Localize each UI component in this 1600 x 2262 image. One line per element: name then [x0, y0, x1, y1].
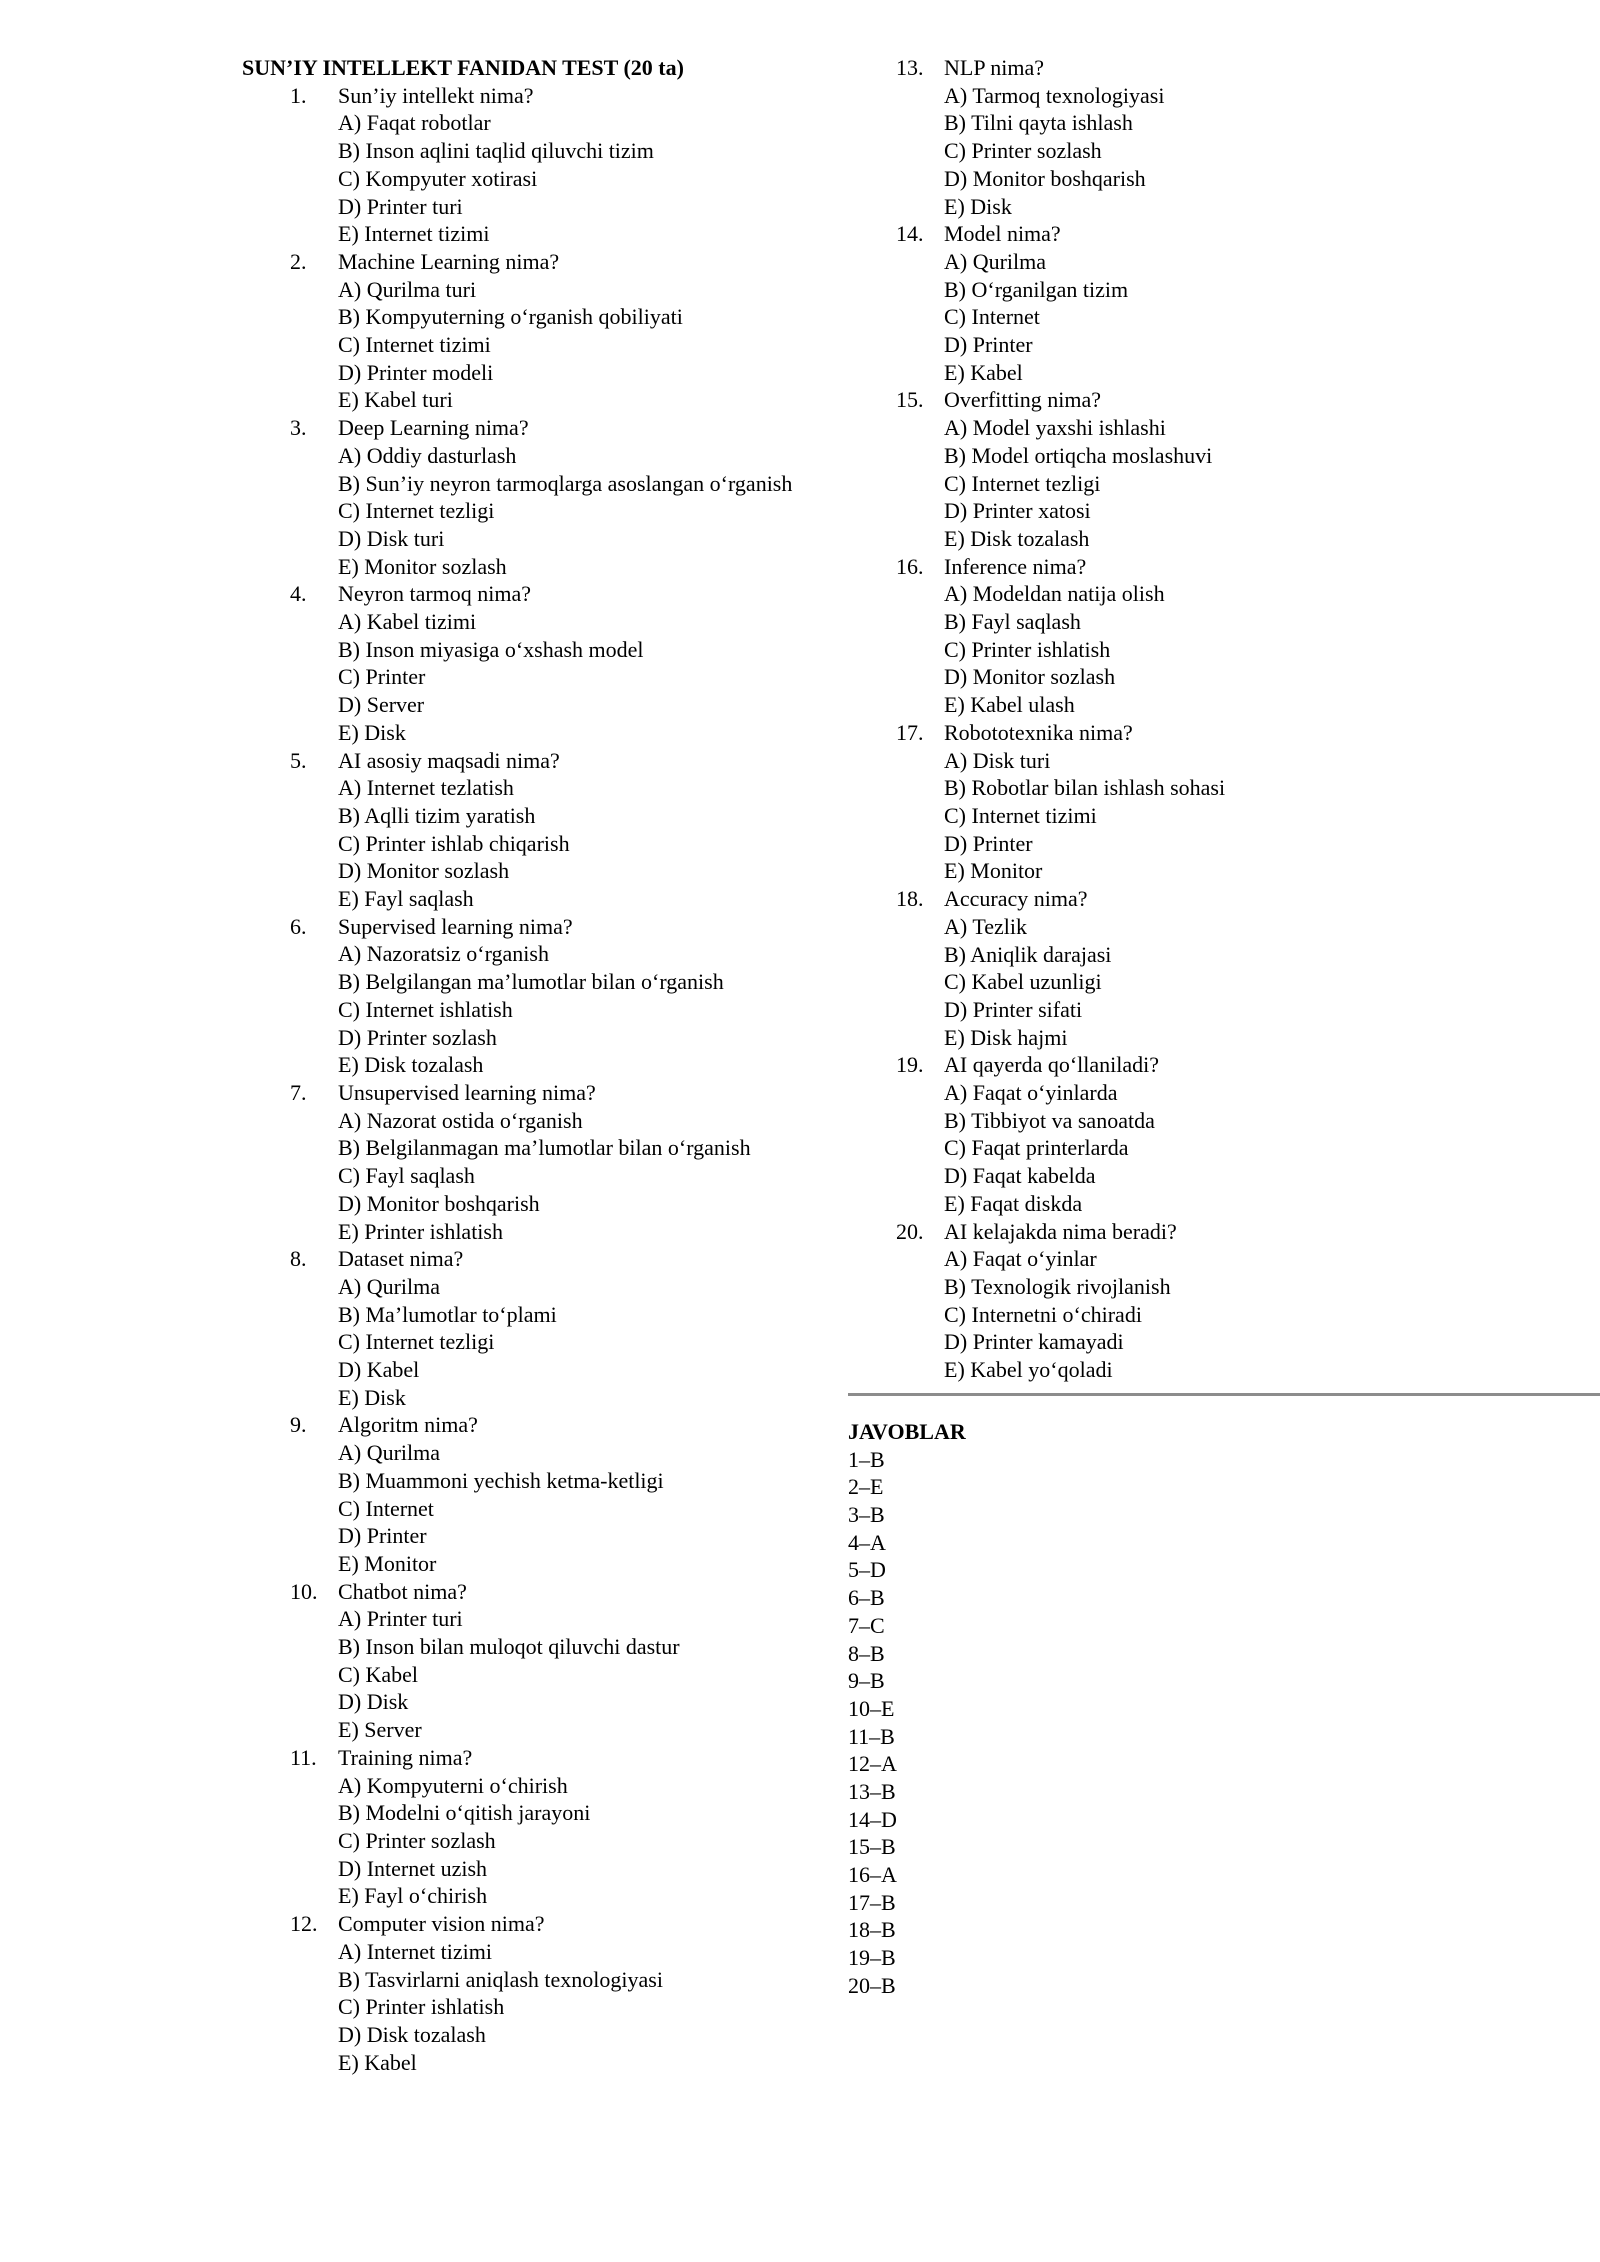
question-text: Algoritm nima? — [338, 1412, 478, 1438]
question-text: Sun’iy intellekt nima? — [338, 82, 534, 108]
question-number: 8. — [290, 1246, 307, 1272]
answer-option: C) Printer sozlash — [944, 138, 1102, 164]
answer-option: E) Printer ishlatish — [338, 1218, 503, 1244]
answer-option: B) Tilni qayta ishlash — [944, 110, 1133, 136]
answer-key — [848, 1418, 966, 1999]
answer-option: B) Modelni o‘qitish jarayoni — [338, 1800, 591, 1826]
answer-option: B) Tasvirlarni aniqlash texnologiyasi — [338, 1966, 663, 1992]
answer-option: D) Printer kamayadi — [944, 1329, 1124, 1355]
answer-option: B) Inson bilan muloqot qiluvchi dastur — [338, 1634, 680, 1660]
answer-option: D) Printer xatosi — [944, 498, 1091, 524]
question-text: Training nima? — [338, 1744, 473, 1770]
question-10 — [242, 1578, 802, 1744]
answer-option: B) O‘rganilgan tizim — [944, 276, 1129, 302]
answer-item: 17–B — [848, 1889, 896, 1915]
answer-item: 18–B — [848, 1917, 896, 1943]
answer-item: 9–B — [848, 1668, 885, 1694]
question-12 — [242, 1910, 802, 2076]
answer-option: C) Printer — [338, 664, 426, 690]
answer-option: C) Internet tezligi — [338, 1329, 495, 1355]
answer-option: C) Internet — [338, 1495, 434, 1521]
question-14 — [848, 220, 1600, 386]
question-text: Dataset nima? — [338, 1246, 464, 1272]
answer-option: C) Faqat printerlarda — [944, 1135, 1129, 1161]
question-number: 9. — [290, 1412, 307, 1438]
answer-option: C) Printer ishlatish — [944, 636, 1111, 662]
answer-option: A) Kompyuterni o‘chirish — [338, 1772, 568, 1798]
answer-option: B) Texnologik rivojlanish — [944, 1273, 1171, 1299]
answer-option: A) Disk turi — [944, 747, 1051, 773]
question-number: 14. — [896, 221, 924, 247]
answer-option: D) Monitor boshqarish — [338, 1190, 540, 1216]
answer-option: B) Belgilangan ma’lumotlar bilan o‘rganish — [338, 969, 724, 995]
question-number: 11. — [290, 1744, 317, 1770]
answer-option: C) Internet tezligi — [944, 470, 1101, 496]
question-text: AI qayerda qo‘llaniladi? — [944, 1052, 1160, 1078]
answer-option: B) Robotlar bilan ishlash sohasi — [944, 775, 1226, 801]
question-2 — [242, 248, 802, 414]
answer-option: C) Internet tizimi — [944, 802, 1097, 828]
answer-option: A) Faqat robotlar — [338, 110, 491, 136]
question-9 — [242, 1411, 802, 1577]
answer-option: E) Disk tozalash — [944, 525, 1090, 551]
answer-option: D) Monitor boshqarish — [944, 165, 1146, 191]
answer-option: E) Kabel ulash — [944, 692, 1075, 718]
question-number: 6. — [290, 913, 307, 939]
answer-option: D) Internet uzish — [338, 1855, 488, 1881]
answer-option: A) Tezlik — [944, 913, 1027, 939]
answer-option: C) Internetni o‘chiradi — [944, 1301, 1142, 1327]
question-number: 3. — [290, 415, 307, 441]
question-number: 16. — [896, 553, 924, 579]
answer-option: E) Kabel — [338, 2049, 417, 2075]
answer-option: C) Fayl saqlash — [338, 1163, 475, 1189]
question-text: Neyron tarmoq nima? — [338, 581, 532, 607]
answer-item: 12–A — [848, 1751, 897, 1777]
question-16 — [848, 553, 1600, 719]
answer-option: A) Oddiy dasturlash — [338, 442, 517, 468]
question-7 — [242, 1079, 802, 1245]
question-text: Unsupervised learning nima? — [338, 1080, 596, 1105]
answer-option: D) Disk tozalash — [338, 2021, 486, 2047]
answer-option: E) Disk — [944, 193, 1012, 219]
question-text: Inference nima? — [944, 553, 1087, 579]
answer-option: B) Aniqlik darajasi — [944, 941, 1112, 967]
answer-option: C) Printer ishlab chiqarish — [338, 830, 570, 856]
question-number: 13. — [896, 55, 924, 80]
question-list-right — [848, 54, 1600, 1384]
answer-option: D) Monitor sozlash — [338, 858, 510, 884]
answer-option: D) Faqat kabelda — [944, 1163, 1096, 1189]
answer-option: A) Tarmoq texnologiyasi — [944, 82, 1165, 108]
question-text: Robototexnika nima? — [944, 719, 1133, 745]
answer-item: 10–E — [848, 1695, 895, 1721]
answer-option: E) Disk tozalash — [338, 1052, 484, 1078]
answer-option: C) Internet ishlatish — [338, 996, 513, 1022]
answer-option: B) Inson miyasiga o‘xshash model — [338, 636, 644, 662]
answer-option: A) Modeldan natija olish — [944, 581, 1165, 607]
question-6 — [242, 913, 802, 1079]
answer-item: 1–B — [848, 1446, 885, 1472]
answer-option: E) Kabel yo‘qoladi — [944, 1357, 1113, 1383]
question-text: Computer vision nima? — [338, 1911, 545, 1937]
answer-option: E) Faqat diskda — [944, 1190, 1083, 1216]
answer-option: B) Fayl saqlash — [944, 609, 1081, 635]
answer-item: 11–B — [848, 1723, 895, 1749]
question-number: 1. — [290, 82, 307, 108]
question-text: Machine Learning nima? — [338, 248, 560, 274]
answer-option: A) Faqat o‘yinlar — [944, 1246, 1097, 1272]
question-text: Supervised learning nima? — [338, 913, 573, 939]
answer-item: 8–B — [848, 1640, 885, 1666]
answer-option: D) Printer sozlash — [338, 1024, 497, 1050]
answer-item: 14–D — [848, 1806, 897, 1832]
question-text: AI asosiy maqsadi nima? — [338, 747, 560, 773]
answer-option: D) Printer sifati — [944, 996, 1083, 1022]
answer-option: E) Internet tizimi — [338, 221, 490, 247]
question-text: Model nima? — [944, 221, 1061, 247]
answer-item: 5–D — [848, 1557, 886, 1583]
answer-option: A) Faqat o‘yinlarda — [944, 1080, 1118, 1106]
answer-option: E) Monitor — [338, 1550, 437, 1576]
answer-option: D) Kabel — [338, 1357, 420, 1383]
answer-item: 19–B — [848, 1945, 896, 1971]
answer-option: A) Printer turi — [338, 1606, 463, 1632]
answer-option: A) Qurilma — [338, 1273, 441, 1299]
question-text: Accuracy nima? — [944, 886, 1088, 912]
question-15 — [848, 386, 1600, 552]
answer-option: D) Printer — [338, 1523, 427, 1549]
answer-item: 6–B — [848, 1585, 885, 1611]
answer-option: B) Kompyuterning o‘rganish qobiliyati — [338, 304, 683, 330]
question-19 — [848, 1051, 1600, 1217]
question-text: Overfitting nima? — [944, 387, 1102, 413]
left-column — [242, 54, 802, 2076]
question-20 — [848, 1218, 1600, 1384]
question-number: 4. — [290, 581, 307, 607]
answer-option: C) Printer ishlatish — [338, 1994, 505, 2020]
question-number: 19. — [896, 1052, 924, 1078]
answer-option: B) Model ortiqcha moslashuvi — [944, 442, 1213, 468]
answer-option: A) Nazorat ostida o‘rganish — [338, 1107, 583, 1133]
answer-key-title: JAVOBLAR — [848, 1419, 966, 1444]
question-number: 20. — [896, 1218, 924, 1244]
answer-option: E) Monitor — [944, 858, 1043, 884]
answer-item: 13–B — [848, 1778, 896, 1804]
answer-item: 4–A — [848, 1529, 886, 1555]
answer-item: 20–B — [848, 1972, 896, 1998]
answer-option: D) Printer turi — [338, 193, 463, 219]
answer-item: 16–A — [848, 1862, 897, 1887]
answer-item: 3–B — [848, 1502, 885, 1528]
answer-option: E) Fayl saqlash — [338, 886, 474, 912]
answer-option: C) Internet — [944, 304, 1040, 330]
answer-option: B) Ma’lumotlar to‘plami — [338, 1301, 557, 1327]
answer-option: D) Printer — [944, 830, 1033, 856]
answer-option: B) Aqlli tizim yaratish — [338, 802, 536, 828]
answer-option: A) Model yaxshi ishlashi — [944, 415, 1166, 441]
question-number: 17. — [896, 719, 924, 745]
answer-option: C) Printer sozlash — [338, 1827, 496, 1853]
question-number: 7. — [290, 1080, 307, 1105]
answer-option: B) Muammoni yechish ketma-ketligi — [338, 1467, 664, 1493]
answer-option: E) Fayl o‘chirish — [338, 1883, 488, 1909]
answer-option: C) Internet tizimi — [338, 332, 491, 358]
question-text: NLP nima? — [944, 55, 1044, 80]
answer-option: D) Disk — [338, 1689, 409, 1715]
question-3 — [242, 414, 802, 580]
answer-option: D) Monitor sozlash — [944, 664, 1116, 690]
answer-item: 15–B — [848, 1834, 896, 1860]
answer-option: E) Kabel turi — [338, 387, 453, 413]
answer-item: 7–C — [848, 1612, 885, 1638]
answer-option: A) Kabel tizimi — [338, 609, 477, 635]
right-column — [848, 54, 1600, 1384]
answer-option: A) Qurilma — [944, 248, 1047, 274]
question-list-left — [242, 82, 802, 2077]
answer-list — [848, 1446, 966, 2000]
question-8 — [242, 1245, 802, 1411]
question-18 — [848, 885, 1600, 1051]
answer-option: C) Kabel — [338, 1661, 419, 1687]
question-number: 18. — [896, 886, 924, 912]
page-title: SUN’IY INTELLEKT FANIDAN TEST (20 ta) — [242, 55, 684, 80]
question-13 — [848, 54, 1600, 220]
answer-option: E) Disk hajmi — [944, 1024, 1068, 1050]
answer-option: C) Internet tezligi — [338, 498, 495, 524]
question-number: 2. — [290, 248, 307, 274]
question-1 — [242, 82, 802, 248]
answer-option: A) Internet tizimi — [338, 1938, 492, 1964]
answer-option: B) Tibbiyot va sanoatda — [944, 1107, 1155, 1133]
answer-option: A) Internet tezlatish — [338, 775, 514, 801]
answer-option: B) Sun’iy neyron tarmoqlarga asoslangan o‘rganish — [338, 470, 793, 496]
answer-option: C) Kompyuter xotirasi — [338, 165, 538, 191]
question-number: 15. — [896, 387, 924, 413]
question-11 — [242, 1744, 802, 1910]
answer-option: B) Inson aqlini taqlid qiluvchi tizim — [338, 138, 654, 164]
question-number: 5. — [290, 747, 307, 773]
answer-option: A) Qurilma turi — [338, 276, 477, 302]
answer-option: A) Nazoratsiz o‘rganish — [338, 941, 549, 967]
answer-option: E) Kabel — [944, 359, 1023, 385]
answer-option: A) Qurilma — [338, 1440, 441, 1466]
question-5 — [242, 747, 802, 913]
answer-option: D) Printer modeli — [338, 359, 494, 385]
question-17 — [848, 719, 1600, 885]
question-number: 12. — [290, 1911, 318, 1937]
answer-option: E) Monitor sozlash — [338, 553, 507, 579]
answer-item: 2–E — [848, 1474, 884, 1500]
answer-option: D) Disk turi — [338, 525, 445, 551]
answer-option: B) Belgilanmagan ma’lumotlar bilan o‘rganish — [338, 1135, 751, 1161]
question-text: Chatbot nima? — [338, 1578, 467, 1604]
answer-option: D) Server — [338, 692, 425, 718]
answer-option: E) Server — [338, 1717, 422, 1743]
answer-option: E) Disk — [338, 1384, 406, 1410]
answer-option: D) Printer — [944, 332, 1033, 358]
answer-option: E) Disk — [338, 719, 406, 745]
question-text: AI kelajakda nima beradi? — [944, 1218, 1177, 1244]
answer-option: C) Kabel uzunligi — [944, 969, 1102, 995]
question-text: Deep Learning nima? — [338, 415, 529, 441]
question-4 — [242, 580, 802, 746]
question-number: 10. — [290, 1578, 318, 1604]
section-divider — [848, 1393, 1600, 1396]
